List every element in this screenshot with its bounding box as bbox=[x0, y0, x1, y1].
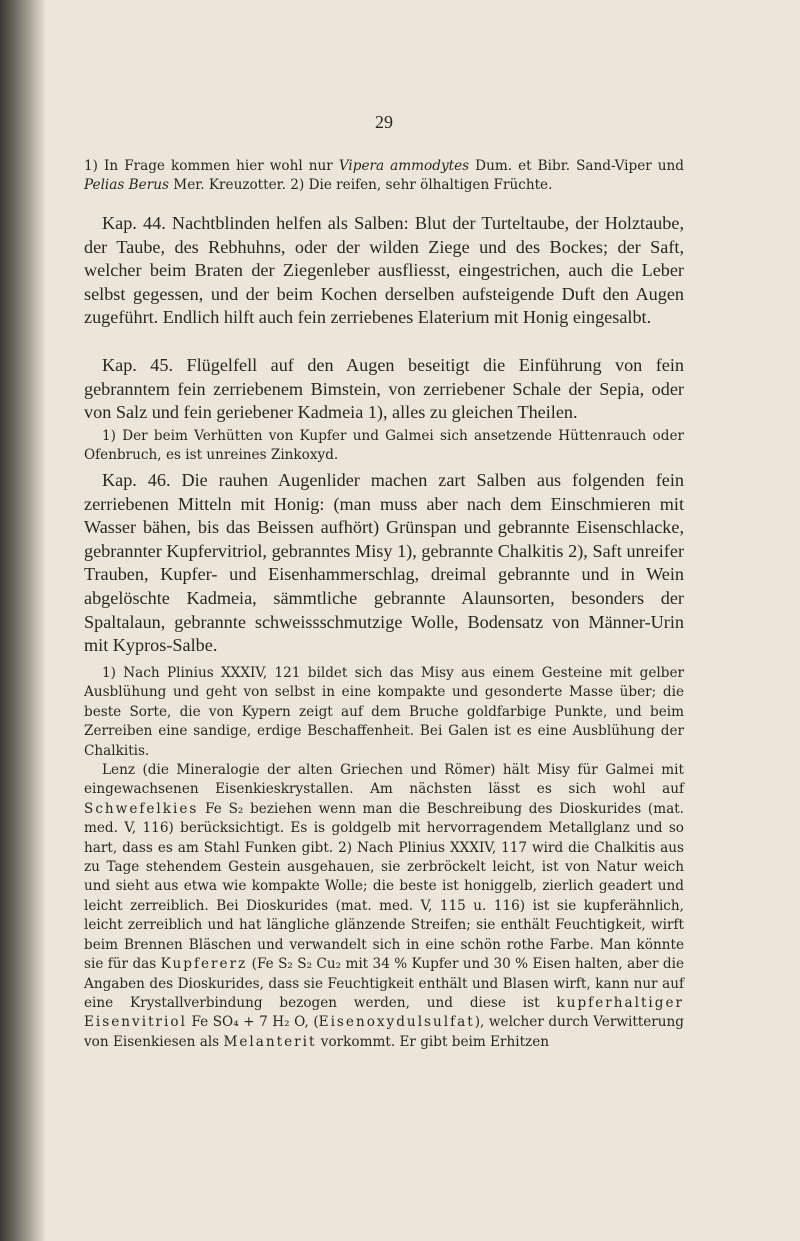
footnote-text: In Frage kommen hier wohl nur bbox=[97, 158, 339, 174]
footnote-kap-45: 1) Der beim Verhütten von Kupfer und Galmei sich ansetzende Hüttenrauch oder Ofenbruch, es ist unreines Zinkoxyd. bbox=[84, 428, 684, 464]
page-number: 29 bbox=[375, 112, 393, 132]
footnote-text: Dum. et Bibr. Sand-Viper und bbox=[469, 158, 685, 174]
spaced-term: Melanterit bbox=[223, 1033, 317, 1050]
footnotes-kap-46 bbox=[84, 664, 684, 1052]
footnote-text: Mer. Kreuzotter. 2) Die reifen, sehr ölhaltigen Früchte. bbox=[168, 177, 553, 194]
spaced-term: Kupfererz bbox=[160, 956, 248, 973]
book-binding-edge bbox=[0, 0, 46, 1241]
species-name: Vipera ammodytes bbox=[338, 158, 470, 174]
footnote-text: vorkommt. Er gibt beim Erhitzen bbox=[316, 1033, 549, 1050]
footnote-text: Lenz (die Mineralogie der alten Griechen und Römer) hält Misy für Galmei mit eingewachsenen Eisenkieskrystallen. Am nächsten lässt es sich wohl auf bbox=[84, 762, 684, 798]
paragraph-kap-45: Kap. 45. Flügelfell auf den Augen beseitigt die Einführung von fein gebranntem fein zerriebenem Bimstein, von zerriebener Schale der Sepia, oder von Salz und fein geriebener Kadmeia 1), alles zu gleichen Theilen. bbox=[84, 355, 684, 423]
footnote-text: (Fe S₂ S₂ Cu₂ mit 34 % Kupfer und 30 % Eisen halten, aber die Angaben des Dioskurides, dass sie Feuchtigkeit enthält und Blasen wirft, kann nur auf eine Krystallverbindung bezogen werden, und diese ist bbox=[84, 956, 684, 1011]
footnote-num: 1) bbox=[84, 158, 98, 174]
footnote-misy: 1) Nach Plinius XXXIV, 121 bildet sich das Misy aus einem Gesteine mit gelber Ausblühung und geht von selbst in eine kompakte und gesonderte Masse über; die beste Sorte, die von Kypern zeigt auf dem Bruche goldfarbige Punkte, und beim Zerreiben eine sandige, erdige Beschaffenheit. Bei Galen ist es eine Ausblühung der Chalkitis. bbox=[84, 665, 684, 759]
spaced-term: Eisenoxydulsulfat bbox=[318, 1014, 475, 1031]
paragraph-kap-46: Kap. 46. Die rauhen Augenlider machen zart Salben aus folgenden fein zerriebenen Mitteln mit Honig: (man muss aber nach dem Einschmieren mit Wasser bähen, bis das Beissen aufhört) Grünspan und gebrannte Eisenschlacke, gebrannter Kupfervitriol, gebranntes Misy 1), gebrannte Chalkitis 2), Saft unreifer Trauben, Kupfer- und Eisenhammerschlag, dreimal gebrannte und in Wein abgelöschte Kadmeia, sämmtliche gebrannte Alaunsorten, besonders der Spaltalaun, gebrannte schweissschmutzige Wolle, Bodensatz von Männer-Urin mit Kypros-Salbe. bbox=[84, 470, 684, 656]
spaced-term: Schwefelkies bbox=[84, 800, 199, 817]
footnote-text: Fe SO₄ + 7 H₂ O, ( bbox=[186, 1014, 319, 1031]
spaced-term: kupferhaltiger Eisenvitriol bbox=[84, 994, 684, 1031]
paragraph-kap-44: Kap. 44. Nachtblinden helfen als Salben: Blut der Turteltaube, der Holztaube, der Taube, des Rebhuhns, oder der wilden Ziege und des Bockes; der Saft, welcher beim Braten der Ziegenleber ausfliesst, eingestrichen, auch die Leber selbst gegessen, und der beim Kochen derselben aufsteigende Duft den Augen zugeführt. Endlich hilft auch fein zerriebenes Elaterium mit Honig eingesalbt. bbox=[84, 213, 684, 328]
footnote-lenz bbox=[84, 761, 684, 1052]
footnote-text: Fe S₂ beziehen wenn man die Beschreibung des Dioskurides (mat. med. V, 116) berücksichtigt. Es is goldgelb mit hervorragendem Metallglanz und so hart, dass es am Stahl Funken gibt. 2) Nach Plinius XXXIV, 117 wird die Chalkitis aus zu Tage stehendem Gestein ausgehauen, sie zerbröckelt leicht, ist von Natur weich und sieht aus etwa wie kompakte Wolle; die beste ist honiggelb, zierlich geadert und leicht zerreiblich. Bei Dioskurides (mat. med. V, 115 u. 116) ist sie kupferähnlich, leicht zerreiblich und hat längliche glänzende Streifen; sie enthält Feuchtigkeit, wirft beim Brennen Bläschen und verwandelt sich in eine schön rothe Farbe. Man könnte sie für das bbox=[84, 800, 684, 973]
book-page bbox=[84, 0, 784, 1241]
species-name: Pelias Berus bbox=[84, 177, 169, 194]
footnote-text: ), welcher durch Verwitterung von Eisenkiesen als bbox=[84, 1014, 684, 1050]
footnote-previous bbox=[84, 157, 684, 196]
